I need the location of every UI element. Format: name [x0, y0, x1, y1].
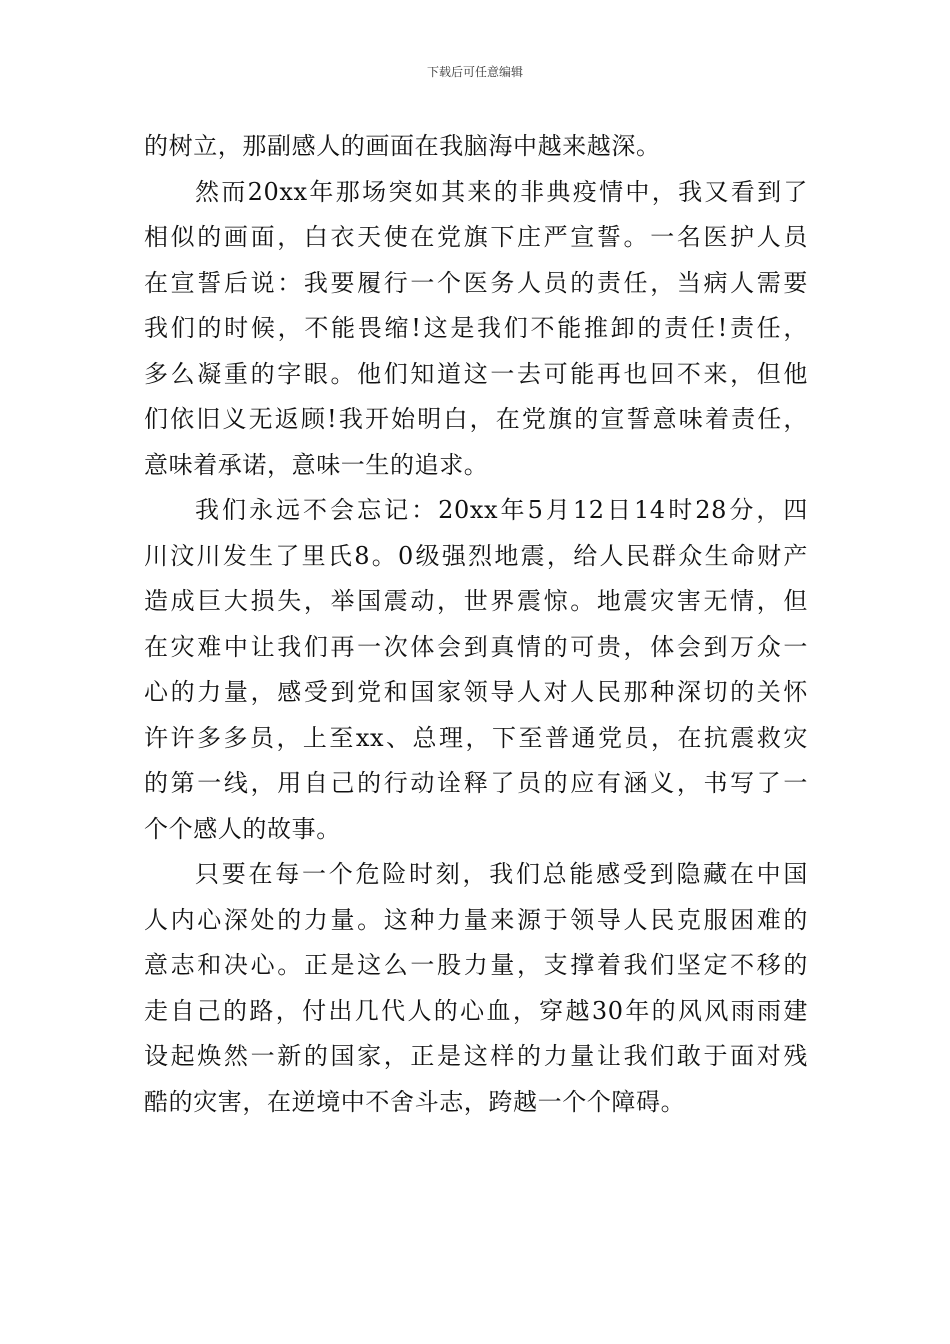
text-line: 许许多多员，上至xx、总理，下至普通党员，在抗震救灾: [144, 723, 808, 752]
text-line: 个个感人的故事。: [144, 814, 341, 843]
text-line: 酷的灾害，在逆境中不舍斗志，跨越一个个障碍。: [144, 1087, 686, 1116]
text-line: 我们永远不会忘记：20xx年5月12日14时28分，四: [195, 496, 808, 524]
paragraph: [144, 488, 808, 852]
page-header: 下载后可任意编辑: [426, 65, 523, 79]
text-line: 的树立，那副感人的画面在我脑海中越来越深。: [144, 132, 661, 160]
text-line: 们依旧义无返顾!我开始明白，在党旗的宣誓意味着责任，: [144, 405, 808, 433]
text-line: 多么凝重的字眼。他们知道这一去可能再也回不来，但他: [144, 359, 808, 388]
text-line: 人内心深处的力量。这种力量来源于领导人民克服困难的: [144, 905, 808, 934]
text-line: 相似的画面，白衣天使在党旗下庄严宣誓。一名医护人员: [144, 223, 808, 251]
text-line: 然而20xx年那场突如其来的非典疫情中，我又看到了: [195, 177, 808, 206]
text-line: 心的力量，感受到党和国家领导人对人民那种深切的关怀: [144, 678, 808, 706]
text-line: 造成巨大损失，举国震动，世界震惊。地震灾害无情，但: [144, 587, 808, 615]
text-line: 只要在每一个危险时刻，我们总能感受到隐藏在中国: [195, 860, 808, 888]
document-body: [144, 124, 808, 1125]
text-line: 意味着承诺，意味一生的追求。: [144, 450, 489, 479]
paragraph: [144, 124, 808, 170]
text-line: 走自己的路，付出几代人的心血，穿越30年的风风雨雨建: [144, 996, 808, 1025]
text-line: 在宣誓后说：我要履行一个医务人员的责任，当病人需要: [144, 268, 808, 297]
text-line: 设起焕然一新的国家，正是这样的力量让我们敢于面对残: [144, 1042, 808, 1070]
text-line: 在灾难中让我们再一次体会到真情的可贵，体会到万众一: [144, 632, 808, 661]
text-line: 意志和决心。正是这么一股力量，支撑着我们坚定不移的: [144, 951, 808, 979]
paragraph: [144, 170, 808, 489]
text-line: 我们的时候，不能畏缩!这是我们不能推卸的责任!责任，: [144, 314, 808, 342]
text-line: 的第一线，用自己的行动诠释了员的应有涵义，书写了一: [144, 769, 808, 797]
paragraph: [144, 852, 808, 1125]
text-line: 川汶川发生了里氏8。0级强烈地震，给人民群众生命财产: [144, 541, 808, 570]
